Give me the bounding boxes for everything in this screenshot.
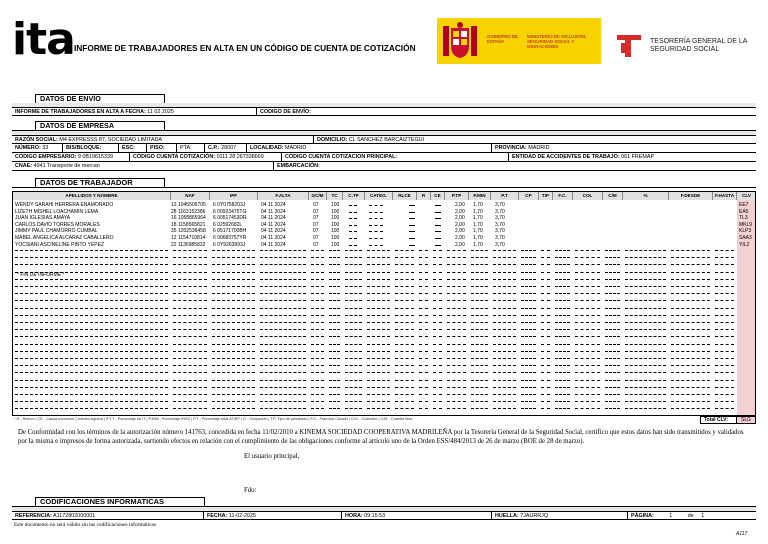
worker-ipf: 6 0Y9263993J: [213, 241, 246, 248]
worker-ipf: 6 0Y0758203J: [213, 202, 246, 208]
worker-gc: 07: [313, 208, 319, 215]
worker-ptp: 2,00: [455, 241, 465, 248]
col-header-0: APELLIDOS Y NOMBRE: [13, 192, 171, 200]
col-header-18: C/M: [603, 192, 623, 200]
worker-falta: 04 11 2024: [261, 221, 286, 228]
worker-ptp: 2,00: [455, 235, 465, 241]
col-header-9: R: [417, 192, 431, 200]
col-header-11: P.TP: [445, 192, 469, 200]
worker-nombre: JUAN IGLESIAS AMAYA: [15, 215, 71, 222]
gobierno-label: GOBIERNO DE ESPAÑA: [487, 34, 518, 44]
worker-naf: 13 1045506705: [171, 202, 206, 208]
worker-naf: 35 1202536458: [171, 228, 206, 235]
worker-pt: 3,70: [495, 221, 505, 228]
col-header-7: CATEG.: [365, 192, 393, 200]
col-header-13: P.T: [491, 192, 519, 200]
trabajador-heading: DATOS DE TRABAJADOR: [35, 178, 165, 187]
worker-gc: 07: [313, 215, 319, 222]
empresa-heading: DATOS DE EMPRESA: [35, 121, 165, 130]
worker-gc: 07: [313, 228, 319, 235]
col-header-16: F.C.: [553, 192, 573, 200]
worker-nombre: YOCSIANI ASCINELINE PINTO YEPEZ: [15, 241, 105, 248]
worker-ipf: 6 05171700BH: [213, 228, 247, 235]
col-header-10: CE: [431, 192, 445, 200]
worker-tc: 100: [331, 228, 340, 235]
worker-ipf: 6 00923475TG: [213, 208, 247, 215]
worker-tc: 100: [331, 235, 340, 241]
worker-gc: 07: [313, 235, 319, 241]
worker-naf: 28 1163152386: [171, 208, 206, 215]
envio-heading: DATOS DE ENVÍO: [35, 94, 165, 103]
worker-pt: 3,70: [495, 215, 505, 222]
worker-pmin: 1,70: [473, 228, 483, 235]
worker-falta: 04 11 2024: [261, 235, 286, 241]
worker-naf: 12 1154710814: [171, 235, 206, 241]
worker-nombre: MABEL ANGELICA ALCARAZ CABALLERO: [15, 235, 114, 241]
worker-pmin: 1,70: [473, 221, 483, 228]
worker-ptp: 2,00: [455, 228, 465, 235]
worker-gc: 07: [313, 241, 319, 248]
worker-falta: 04 11 2024: [261, 241, 286, 248]
worker-tc: 100: [331, 202, 340, 208]
worker-clv: EE7: [739, 202, 749, 208]
worker-ptp: 2,00: [455, 215, 465, 222]
worker-tc: 100: [331, 215, 340, 222]
col-header-2: IPF: [210, 192, 258, 200]
empresa-row-3: CÓDIGO EMPRESARIO: 9 0B19615339 CÓDIGO CUENTA COTIZACIÓN: 0111 28 267338669 CÓDIGO CUENTA COTIZACION PRINCIPAL: ENTIDAD DE ACCIDENTES DE TRABAJO: 061 FREMAP: [12, 153, 756, 162]
empresa-row-1: RAZÓN SOCIAL: M4 EXPRESSS 87, SOCIEDAD LIMITADA DOMICILIO: CL SANCHEZ BARCAIZTEGUI: [12, 135, 756, 144]
envio-fecha: 11 02 2025: [147, 109, 174, 115]
worker-ipf: 6 00683757YR: [213, 235, 247, 241]
codif-heading: CODIFICACIONES INFORMATICAS: [35, 497, 205, 506]
worker-pt: 3,70: [495, 241, 505, 248]
worker-naf: 22 1136985832: [171, 241, 206, 248]
worker-tc: 100: [331, 208, 340, 215]
worker-clv: EA5: [739, 208, 749, 215]
worker-clv: SAA3: [739, 235, 752, 241]
empresa-row-2: NÚMERO: 33 BIS/BLOQUE: ESC: PISO: PTA: C.P.: 28007 LOCALIDAD: MADRID PROVINCIA: MADRID: [12, 144, 756, 153]
fin-de-informe: * FIN DE INFORME *: [17, 272, 65, 278]
col-header-3: F.ALTA: [258, 192, 309, 200]
usuario-label: El usuario principal,: [244, 453, 300, 460]
col-header-14: CP: [519, 192, 539, 200]
referencia: A1172802000001: [53, 513, 96, 519]
validez-note: Este documento no será válido sin las codificaciones informáticas: [14, 522, 156, 528]
col-header-5: TC: [327, 192, 343, 200]
report-title: INFORME DE TRABAJADORES EN ALTA EN UN CÓDIGO DE CUENTA DE COTIZACIÓN: [74, 43, 416, 53]
coat-of-arms-icon: [439, 20, 481, 62]
worker-clv: TL3: [739, 215, 748, 222]
worker-pmin: 1,70: [473, 202, 483, 208]
worker-pt: 3,70: [495, 228, 505, 235]
worker-ipf: 6 00517453DR: [213, 215, 247, 222]
worker-gc: 07: [313, 202, 319, 208]
worker-gc: 07: [313, 221, 319, 228]
tgss-icon: [615, 29, 643, 59]
worker-falta: 04 11 2024: [261, 215, 286, 222]
worker-naf: 18 1158565821: [171, 221, 206, 228]
worker-clv: KLP3: [739, 228, 752, 235]
workers-table: [12, 191, 756, 416]
worker-pmin: 1,70: [473, 235, 483, 241]
worker-clv: YIL2: [739, 241, 750, 248]
worker-nombre: JIMMY PAUL CHAMORRO CUMBAL: [15, 228, 98, 235]
worker-nombre: WENDY SARAHI HERRERA ENAMORADO: [15, 202, 114, 208]
worker-clv: MKL9: [739, 221, 753, 228]
worker-falta: 04 11 2024: [261, 228, 286, 235]
worker-pmin: 1,70: [473, 241, 483, 248]
worker-ptp: 2,00: [455, 202, 465, 208]
tgss-logo: [615, 29, 755, 59]
worker-pt: 3,70: [495, 208, 505, 215]
fdo-label: Fdo:: [244, 487, 257, 494]
worker-pmin: 1,70: [473, 215, 483, 222]
worker-nombre: LIZETH MISHEL LOACHAMIN LEMA: [15, 208, 99, 215]
worker-ptp: 2,00: [455, 208, 465, 215]
col-header-4: GC/M: [309, 192, 327, 200]
worker-falta: 04 11 2024: [261, 202, 286, 208]
ita-logo: ita: [12, 14, 75, 65]
envio-row: INFORME DE TRABAJADORES EN ALTA A FECHA: 11 02 2025 CODIGO DE ENVÍO:: [12, 107, 756, 116]
conformidad-text: De Conformidad con los términos de la autorización número 141763, concedida en fecha 11/02/2010 a KINEMA SOCIEDAD COOPERATIVA MADRILEÑA por la Tesorería General de la Seguridad Social, certifico que estos datos han sido transmitidos y validados por la misma e impresos de forma autorizada, surtiendo efectos en relación con el cumplimiento de las obligaciones conforme al artículo uno de la Orden ESS/484/2013 de 26 de marzo (BOE de 28 de marzo).: [18, 429, 744, 445]
doc-code: A117: [736, 531, 748, 537]
worker-ptp: 2,00: [455, 221, 465, 228]
empresa-row-4: CNAE: 4941 Transporte de mercan EMBARCACIÓN:: [12, 162, 756, 171]
worker-ipf: 6 02592682L: [213, 221, 243, 228]
worker-tc: 100: [331, 221, 340, 228]
col-header-19: %: [623, 192, 669, 200]
tgss-label: TESORERÍA GENERAL DE LA SEGURIDAD SOCIAL: [650, 38, 747, 53]
col-header-1: NAF: [171, 192, 210, 200]
gobierno-logo: [437, 18, 601, 64]
worker-naf: 16 1058865964: [171, 215, 206, 222]
col-header-17: COL: [573, 192, 603, 200]
col-header-8: RLCE: [393, 192, 417, 200]
codif-row: REFERENCIA: A1172802000001 FECHA: 11-02-2025 HORA: 09:15:53 HUELLA: 7JAURRJQ PÁGINA: 1 de 1: [12, 511, 756, 520]
col-header-21: F.HASTA: [713, 192, 737, 200]
total-clv: Total CLV: SLG: [700, 416, 756, 424]
worker-pmin: 1,70: [473, 208, 483, 215]
col-header-20: F.DESDE: [669, 192, 713, 200]
worker-nombre: CARLOS DAVID TORRES MORALES: [15, 221, 100, 228]
ministerio-label: MINISTERIO DE INCLUSIÓN, SEGURIDAD SOCIAL Y MIGRACIONES: [527, 34, 587, 49]
table-legend: * R - Relevo | CE - Causa exclusión Contrato Agraria | P.Y.T - Porcentaje de IT | P.MIN - Porcentaje INSS | P.T - Porcentaje total AT/EP | O - Ocupación | T.P. Tipo de penalidad | F.C - Fracción Curado | COL - Colectivo | C/M - Cuantía Mes: [14, 417, 413, 421]
worker-pt: 3,70: [495, 235, 505, 241]
worker-tc: 100: [331, 241, 340, 248]
col-header-6: C.TP: [343, 192, 365, 200]
col-header-12: P.MIN: [469, 192, 491, 200]
col-header-15: TIP: [539, 192, 553, 200]
worker-pt: 3,70: [495, 202, 505, 208]
col-header-22: CLV: [737, 192, 756, 200]
worker-falta: 04 11 2024: [261, 208, 286, 215]
